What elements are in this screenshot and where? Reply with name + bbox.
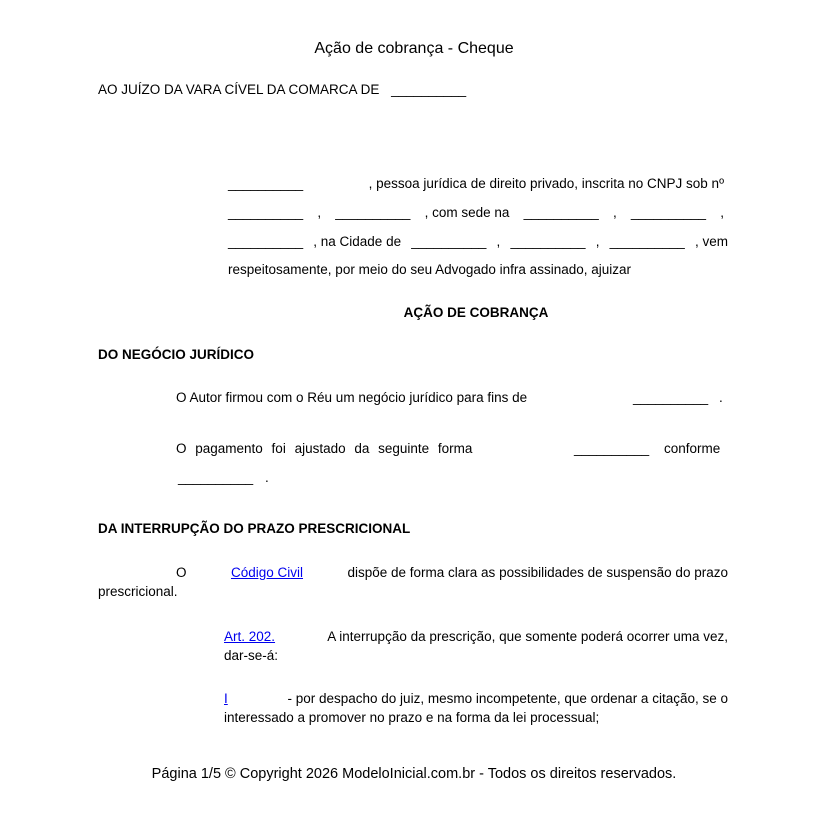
art-202-link[interactable]: Art. 202. xyxy=(224,629,276,644)
addressee-blank: __________ xyxy=(391,82,467,97)
interrupcao-paragraph-line-1 xyxy=(176,563,728,583)
intro-text-4: , vem xyxy=(694,234,728,249)
separator: , xyxy=(612,205,617,220)
separator: , xyxy=(595,234,600,249)
intro-text-2: , com sede na xyxy=(424,205,510,220)
blank-field: __________ xyxy=(228,234,304,249)
separator: , xyxy=(720,205,724,220)
intro-line-4: respeitosamente, por meio do seu Advogado infra assinado, ajuizar xyxy=(228,262,631,277)
blank-field: __________ xyxy=(630,205,707,220)
article-line-2: dar-se-á: xyxy=(224,648,279,663)
separator: , xyxy=(317,205,322,220)
paragraph-text: O xyxy=(176,565,187,580)
negocio-blank-1: __________ xyxy=(633,390,709,405)
intro-text-1: , pessoa jurídica de direito privado, inscrita no CNPJ sob nº xyxy=(368,176,724,191)
intro-text-3: , na Cidade de xyxy=(313,234,402,249)
inciso-line-2: interessado a promover no prazo e na forma da lei processual; xyxy=(224,710,600,725)
negocio-period-2: . xyxy=(265,470,269,485)
article-line-1 xyxy=(224,627,728,647)
cnpj-blank: __________ xyxy=(228,205,304,220)
inciso-text: - por despacho do juiz, mesmo incompetente, que ordenar a citação, se o xyxy=(287,691,728,706)
address-blank: __________ xyxy=(523,205,599,220)
negocio-paragraph-1: O Autor firmou com o Réu um negócio jurídico para fins de xyxy=(176,390,528,405)
interrupcao-paragraph-line-2: prescricional. xyxy=(98,584,178,599)
inciso-i-link[interactable]: I xyxy=(224,691,228,706)
action-heading: AÇÃO DE COBRANÇA xyxy=(403,305,549,320)
intro-line-2 xyxy=(228,203,724,223)
addressee-text: AO JUÍZO DA VARA CÍVEL DA COMARCA DE xyxy=(98,82,380,97)
negocio-period-1: . xyxy=(719,390,723,405)
blank-field: __________ xyxy=(335,205,411,220)
negocio-paragraph-2: O pagamento foi ajustado da seguinte forma xyxy=(176,441,473,456)
page-footer: Página 1/5 © Copyright 2026 ModeloInicial.com.br - Todos os direitos reservados. xyxy=(151,766,677,782)
section-heading-negocio: DO NEGÓCIO JURÍDICO xyxy=(98,347,255,362)
conforme-text: conforme xyxy=(664,441,721,456)
separator: , xyxy=(496,234,501,249)
intro-line-3 xyxy=(228,232,728,252)
blank-field: __________ xyxy=(510,234,586,249)
section-heading-interrupcao: DA INTERRUPÇÃO DO PRAZO PRESCRICIONAL xyxy=(98,521,411,536)
document-title: Ação de cobrança - Cheque xyxy=(314,40,514,57)
intro-line-1 xyxy=(228,174,724,194)
addressee-line xyxy=(98,82,466,97)
article-text: A interrupção da prescrição, que somente poderá ocorrer uma vez, xyxy=(327,629,728,644)
party-name-blank: __________ xyxy=(228,176,304,191)
payment-blank-2: __________ xyxy=(178,470,254,485)
payment-blank: __________ xyxy=(574,441,650,456)
paragraph-text: dispõe de forma clara as possibilidades de suspensão do prazo xyxy=(347,565,728,580)
codigo-civil-link[interactable]: Código Civil xyxy=(230,565,304,580)
city-blank: __________ xyxy=(411,234,487,249)
blank-field: __________ xyxy=(609,234,685,249)
inciso-line-1 xyxy=(224,689,728,709)
